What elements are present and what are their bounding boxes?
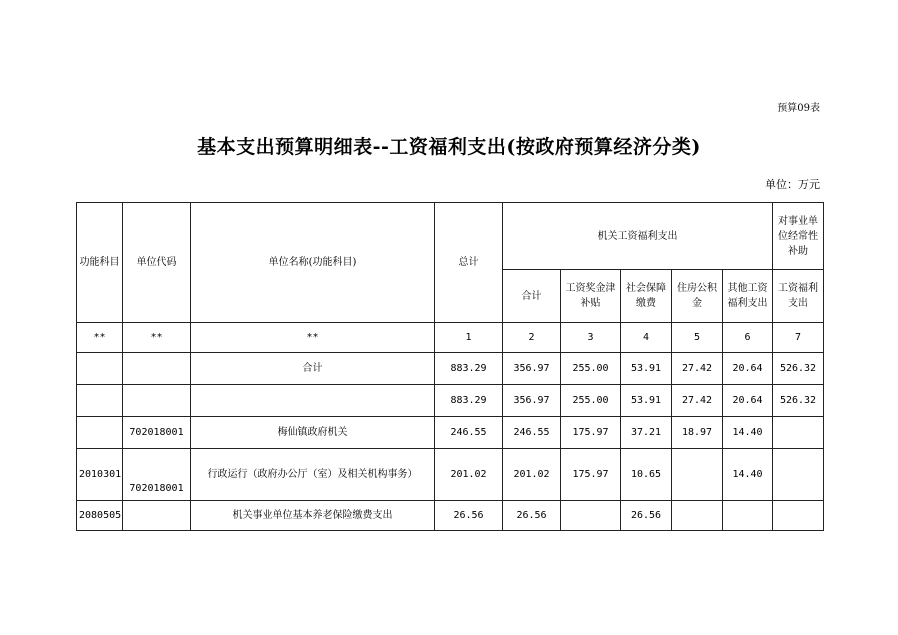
cell-unit-name: 合计 [191,353,435,385]
cell-other-welfare: 14.40 [723,449,773,501]
index-cell: 7 [773,323,824,353]
cell-unit-name: 机关事业单位基本养老保险缴费支出 [191,501,435,531]
cell-func-code: 2080505 [77,501,123,531]
cell-subtotal: 356.97 [503,385,561,417]
table-row [77,449,824,501]
cell-unit-code: 702018001 [123,449,191,501]
header-salary: 工资奖金津补贴 [561,270,621,323]
cell-total: 883.29 [435,353,503,385]
table-row [77,501,824,531]
cell-subtotal: 246.55 [503,417,561,449]
cell-salary: 175.97 [561,449,621,501]
cell-salary: 255.00 [561,385,621,417]
cell-unit-code [123,353,191,385]
cell-social-security: 53.91 [621,385,672,417]
header-unit-name: 单位名称(功能科目) [191,203,435,323]
cell-housing-fund: 18.97 [672,417,723,449]
index-cell: 6 [723,323,773,353]
table-row [77,353,824,385]
cell-subtotal: 356.97 [503,353,561,385]
index-cell: 3 [561,323,621,353]
cell-other-welfare: 20.64 [723,353,773,385]
header-func-code: 功能科目 [77,203,123,323]
cell-salary [561,501,621,531]
table-row [77,417,824,449]
cell-unit-name [191,385,435,417]
table-row [77,385,824,417]
cell-func-code [77,417,123,449]
header-row-1 [77,203,824,270]
unit-label: 单位：万元 [765,178,820,191]
cell-unit-code: 702018001 [123,417,191,449]
cell-unit-name: 行政运行（政府办公厅（室）及相关机构事务） [191,449,435,501]
cell-housing-fund [672,501,723,531]
cell-salary: 175.97 [561,417,621,449]
header-total: 总计 [435,203,503,323]
cell-func-code [77,353,123,385]
cell-social-security: 10.65 [621,449,672,501]
cell-social-security: 26.56 [621,501,672,531]
cell-inst-welfare [773,417,824,449]
cell-func-code: 2010301 [77,449,123,501]
index-cell: 1 [435,323,503,353]
index-cell: 2 [503,323,561,353]
cell-total: 201.02 [435,449,503,501]
page-title: 基本支出预算明细表--工资福利支出(按政府预算经济分类) [197,136,701,158]
header-subtotal: 合计 [503,270,561,323]
cell-salary: 255.00 [561,353,621,385]
header-housing-fund: 住房公积金 [672,270,723,323]
cell-housing-fund: 27.42 [672,353,723,385]
cell-social-security: 53.91 [621,353,672,385]
cell-subtotal: 26.56 [503,501,561,531]
header-inst-welfare: 工资福利支出 [773,270,824,323]
cell-housing-fund [672,449,723,501]
cell-func-code [77,385,123,417]
cell-housing-fund: 27.42 [672,385,723,417]
index-cell: 4 [621,323,672,353]
cell-social-security: 37.21 [621,417,672,449]
cell-unit-name: 梅仙镇政府机关 [191,417,435,449]
budget-table [76,202,824,531]
cell-total: 26.56 [435,501,503,531]
cell-total: 883.29 [435,385,503,417]
cell-other-welfare: 14.40 [723,417,773,449]
index-row [77,323,824,353]
index-cell: 5 [672,323,723,353]
header-other-welfare: 其他工资福利支出 [723,270,773,323]
cell-unit-code [123,501,191,531]
cell-other-welfare: 20.64 [723,385,773,417]
form-number: 预算09表 [777,103,820,114]
cell-inst-welfare: 526.32 [773,353,824,385]
cell-other-welfare [723,501,773,531]
header-social-security: 社会保障缴费 [621,270,672,323]
index-cell: ** [191,323,435,353]
header-unit-code: 单位代码 [123,203,191,323]
header-inst-subsidy-group: 对事业单位经常性补助 [773,203,824,270]
cell-inst-welfare [773,501,824,531]
header-org-welfare-group: 机关工资福利支出 [503,203,773,270]
cell-inst-welfare: 526.32 [773,385,824,417]
cell-subtotal: 201.02 [503,449,561,501]
cell-unit-code [123,385,191,417]
index-cell: ** [77,323,123,353]
index-cell: ** [123,323,191,353]
cell-inst-welfare [773,449,824,501]
cell-total: 246.55 [435,417,503,449]
